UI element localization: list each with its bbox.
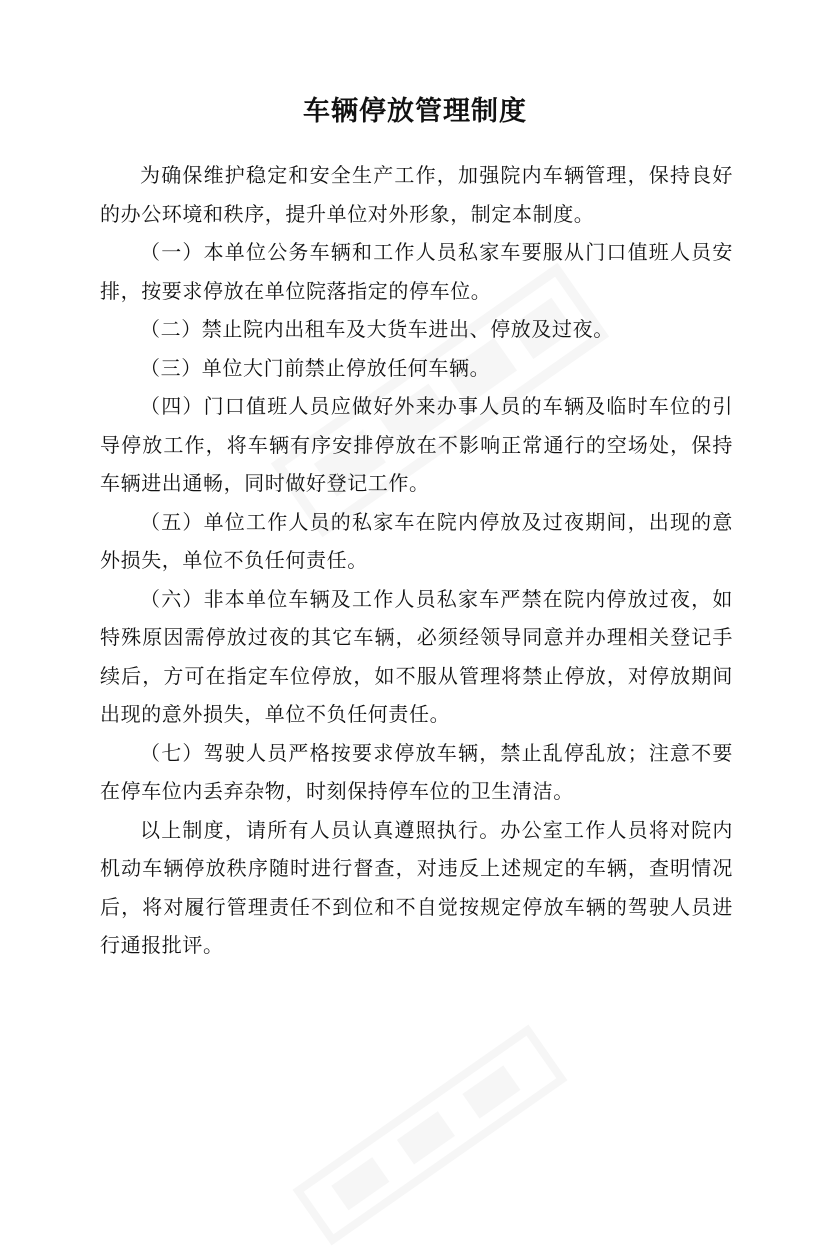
rule-5-paragraph: （五）单位工作人员的私家车在院内停放及过夜期间，出现的意外损失，单位不负任何责任。 [100,509,733,572]
rule-3-paragraph: （三）单位大门前禁止停放任何车辆。 [140,355,491,380]
closing-paragraph: 以上制度，请所有人员认真遵照执行。办公室工作人员将对院内机动车辆停放秩序随时进行督查，对违反上述规定的车辆，查明情况后，将对履行管理责任不到位和不自觉按规定停放车辆的驾驶人员进行通报批评。 [100,817,733,957]
rule-4-paragraph: （四）门口值班人员应做好外来办事人员的车辆及临时车位的引导停放工作，将车辆有序安排停放在不影响正常通行的空场处，保持车辆进出通畅，同时做好登记工作。 [100,394,733,495]
intro-paragraph: 为确保维护稳定和安全生产工作，加强院内车辆管理，保持良好的办公环境和秩序，提升单位对外形象，制定本制度。 [100,163,733,226]
rule-7-paragraph: （七）驾驶人员严格按要求停放车辆，禁止乱停乱放；注意不要在停车位内丢弃杂物，时刻保持停车位的卫生清洁。 [100,740,733,803]
document-body [100,156,733,965]
rule-2-paragraph: （二）禁止院内出租车及大货车进出、停放及过夜。 [140,317,614,341]
rule-1-paragraph: （一）本单位公务车辆和工作人员私家车要服从门口值班人员安排，按要求停放在单位院落指定的停车位。 [100,240,733,303]
rule-6-paragraph: （六）非本单位车辆及工作人员私家车严禁在院内停放过夜，如特殊原因需停放过夜的其它车辆，必须经领导同意并办理相关登记手续后，方可在指定车位停放，如不服从管理将禁止停放，对停放期间出现的意外损失，单位不负任何责任。 [100,586,733,726]
page-title: 车辆停放管理制度 [303,96,527,127]
watermark-bottom-icon [281,1012,578,1258]
